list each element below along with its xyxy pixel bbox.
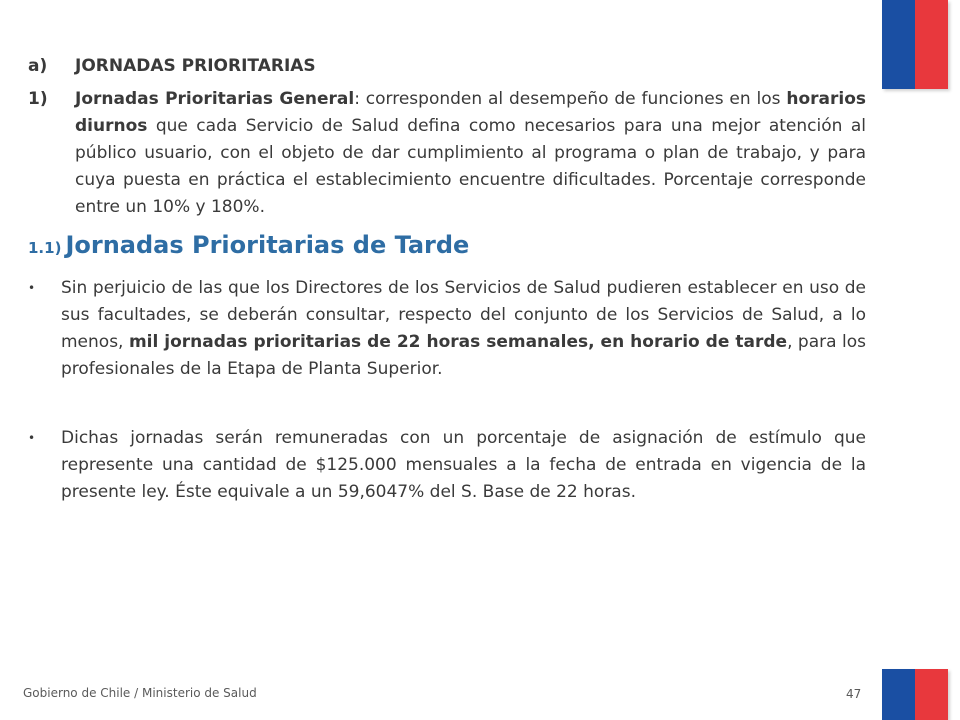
bullet-text: Dichas jornadas serán remuneradas con un porcentaje de asignación de estímulo que represente una cantidad de $125.000 mensuales a la fecha de entrada en vigencia de la presente ley. Éste equivale a un 59,6047% del S. Base de 22 horas. <box>61 428 866 502</box>
flag-red-band <box>915 0 948 89</box>
bullet1-bold: mil jornadas prioritarias de 22 horas semanales, en horario de tarde <box>128 332 788 352</box>
flag-blue-band <box>882 0 915 89</box>
bullet1-text-a: Sin perjuicio de las que los Directores de los Servicios de Salud pudieren establecer en uso de sus facultades, se deberán consultar, respecto del conjunto de los Servicios de Salud, a lo menos, <box>61 278 866 352</box>
item-bold-mid: horarios diurnos <box>75 89 866 136</box>
footer-org: Gobierno de Chile / Ministerio de Salud <box>23 686 257 700</box>
chile-flag-top <box>882 0 948 89</box>
subsection-title: Jornadas Prioritarias de Tarde <box>65 231 470 259</box>
slide-content <box>28 56 866 506</box>
bullet-dot-icon: • <box>28 431 36 445</box>
bullet-item <box>28 275 866 383</box>
item-marker: 1) <box>28 89 48 109</box>
bullet1-text-b: , para los profesionales de la Etapa de Planta Superior. <box>61 332 867 379</box>
item-text <box>75 86 866 221</box>
item-bold-title: Jornadas Prioritarias General <box>75 89 355 109</box>
item-text-a: : corresponden al desempeño de funciones en los <box>354 89 787 109</box>
subsection-heading <box>28 231 866 259</box>
item-text-b: que cada Servicio de Salud defina como necesarios para una mejor atención al público usuario, con el objeto de dar cumplimiento al programa o plan de trabajo, y para cuya puesta en práctica el establecimiento encuentre dificultades. Porcentaje corresponde entre un 10% y 180%. <box>75 116 866 217</box>
bullet-text <box>61 275 866 383</box>
list-item-general <box>28 86 866 221</box>
subsection-number: 1.1) <box>28 239 62 257</box>
chile-flag-bottom <box>882 669 948 720</box>
flag-red-band <box>915 669 948 720</box>
flag-blue-band <box>882 669 915 720</box>
section-title: JORNADAS PRIORITARIAS <box>75 56 316 76</box>
section-marker: a) <box>28 56 48 76</box>
bullet-dot-icon: • <box>28 281 36 295</box>
section-heading <box>28 56 866 76</box>
page-number: 47 <box>846 687 862 701</box>
bullet-item <box>28 425 866 506</box>
